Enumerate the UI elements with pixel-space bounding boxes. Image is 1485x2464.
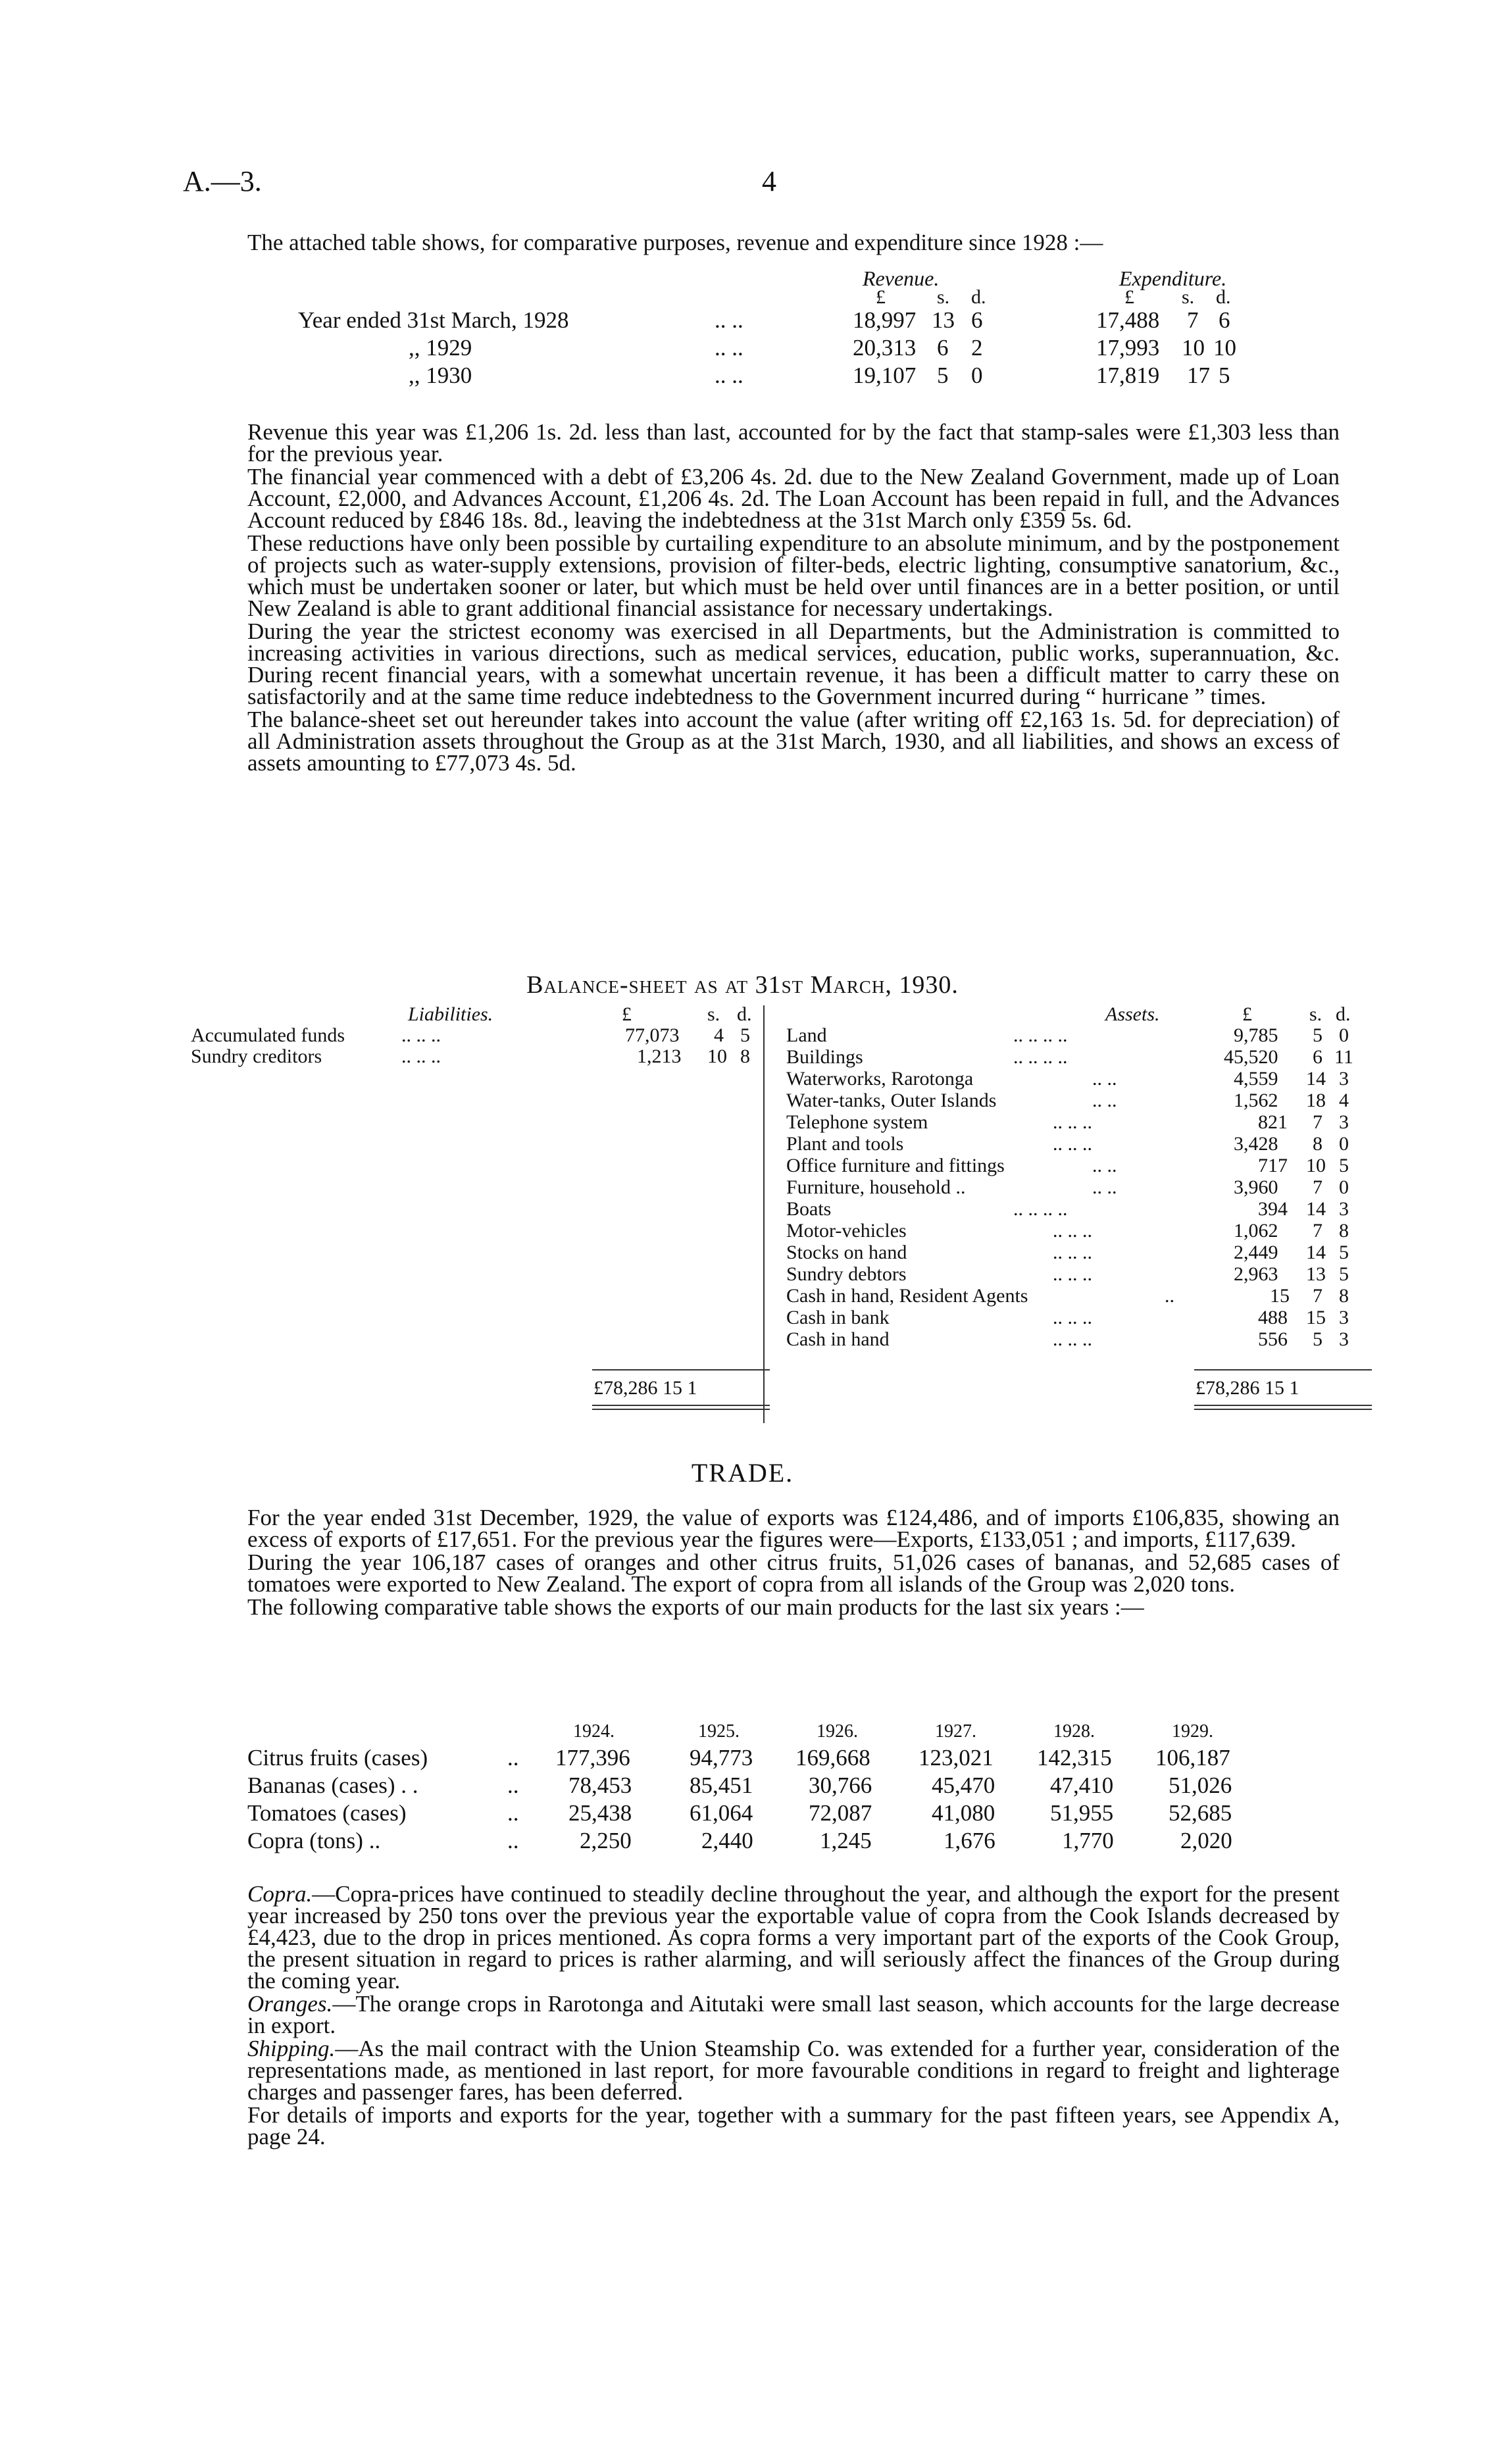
asset-pounds: 2,963 bbox=[1234, 1263, 1278, 1285]
note-text: —The orange crops in Rarotonga and Aitutaki were small last season, which accounts for the large decrease in export. bbox=[247, 1991, 1340, 2038]
intro-paragraph bbox=[247, 232, 1340, 253]
year-header: 1924. bbox=[573, 1721, 615, 1742]
leader-dots: .. .. bbox=[1092, 1068, 1117, 1090]
year-header: 1928. bbox=[1053, 1721, 1095, 1742]
leader-dots: .. .. .. .. bbox=[1013, 1046, 1068, 1068]
rev-pounds: 18,997 bbox=[853, 307, 917, 333]
year-header: 1925. bbox=[698, 1721, 740, 1742]
total-double-rule bbox=[592, 1409, 770, 1410]
asset-pounds: 2,449 bbox=[1234, 1242, 1278, 1263]
liab-unit-pence: d. bbox=[737, 1003, 752, 1025]
rev-unit-pounds: £ bbox=[876, 286, 886, 308]
body-text bbox=[247, 421, 1340, 774]
liability-name: Sundry creditors bbox=[191, 1045, 322, 1067]
total-double-rule bbox=[592, 1405, 770, 1406]
note-text: —Copra-prices have continued to steadily decline throughout the year, and although the export for the present year increased by 250 tons over the previous year the exportable value of copra from the Cook Islands decreased by £4,423, due to the drop in prices mentioned. As copra forms a very important part of the exports of the Cook Group, the present situation in regard to prices is rather alarming, and will seriously affect the finances of the Group during the coming year. bbox=[247, 1881, 1340, 1994]
leader-dots: .. bbox=[507, 1745, 519, 1771]
liab-unit-pounds: £ bbox=[622, 1003, 632, 1025]
export-name: Copra (tons) .. bbox=[247, 1828, 381, 1853]
assets-heading: Assets. bbox=[1105, 1003, 1160, 1025]
asset-pence: 3 bbox=[1339, 1328, 1349, 1350]
intro-text: The attached table shows, for comparative purposes, revenue and expenditure since 1928 :— bbox=[247, 230, 1103, 255]
exp-pounds: 17,819 bbox=[1096, 363, 1160, 388]
balance-sheet-title: Balance-sheet as at 31st March, 1930. bbox=[526, 971, 959, 999]
exp-pence: 6 bbox=[1219, 307, 1230, 333]
copra-note bbox=[247, 1883, 1340, 1992]
leader-dots: .. .. .. bbox=[1053, 1242, 1092, 1263]
asset-shillings: 5 bbox=[1313, 1328, 1322, 1350]
trade-heading: TRADE. bbox=[691, 1458, 794, 1488]
asset-name: Plant and tools bbox=[786, 1133, 904, 1155]
liability-shillings: 10 bbox=[707, 1045, 727, 1067]
asset-pence: 3 bbox=[1339, 1198, 1349, 1220]
trade-text bbox=[247, 1507, 1340, 1618]
leader-dots: .. bbox=[1165, 1285, 1174, 1307]
rev-pence: 0 bbox=[971, 363, 983, 388]
leader-dots: .. .. .. bbox=[1053, 1263, 1092, 1285]
asset-pounds: 4,559 bbox=[1234, 1068, 1278, 1090]
asset-pence: 8 bbox=[1339, 1285, 1349, 1307]
asset-shillings: 6 bbox=[1313, 1046, 1322, 1068]
asset-pounds: 821 bbox=[1258, 1111, 1288, 1133]
paragraph: The balance-sheet set out hereunder takes into account the value (after writing off £2,163 1s. 5d. for depreciation) of all Administration assets throughout the Group as at the 31st March, 1930, and all liabilities, and shows an excess of assets amounting to £77,073 4s. 5d. bbox=[247, 707, 1340, 776]
asset-pence: 5 bbox=[1339, 1242, 1349, 1263]
asset-name: Waterworks, Rarotonga bbox=[786, 1068, 974, 1090]
export-value: 45,470 bbox=[932, 1773, 995, 1798]
rev-shillings: 5 bbox=[937, 363, 949, 388]
asset-pounds: 394 bbox=[1258, 1198, 1288, 1220]
export-value: 2,250 bbox=[580, 1828, 632, 1853]
liability-name: Accumulated funds bbox=[191, 1024, 345, 1046]
export-value: 47,410 bbox=[1050, 1773, 1114, 1798]
export-name: Citrus fruits (cases) bbox=[247, 1745, 428, 1771]
asset-pence: 8 bbox=[1339, 1220, 1349, 1242]
export-value: 106,187 bbox=[1155, 1745, 1230, 1771]
leader-dots: .. .. .. bbox=[1053, 1220, 1092, 1242]
asset-shillings: 14 bbox=[1306, 1068, 1326, 1090]
export-value: 41,080 bbox=[932, 1800, 995, 1826]
rev-pence: 2 bbox=[971, 335, 983, 361]
asset-pence: 3 bbox=[1339, 1068, 1349, 1090]
paragraph: Revenue this year was £1,206 1s. 2d. less than last, accounted for by the fact that stamp-sales were £1,303 less than for the previous year. bbox=[247, 419, 1340, 466]
exp-pence: 10 bbox=[1213, 335, 1236, 361]
export-value: 85,451 bbox=[690, 1773, 753, 1798]
note-lead: Oranges. bbox=[247, 1991, 333, 2017]
exp-unit-pence: d. bbox=[1216, 286, 1231, 308]
table-row bbox=[247, 335, 1340, 361]
rev-pence: 6 bbox=[971, 307, 983, 333]
leader-dots: .. .. bbox=[1092, 1176, 1117, 1198]
asset-unit-pounds: £ bbox=[1242, 1003, 1252, 1025]
asset-pounds: 1,562 bbox=[1234, 1090, 1278, 1111]
export-value: 25,438 bbox=[568, 1800, 632, 1826]
asset-name: Furniture, household .. bbox=[786, 1176, 966, 1198]
asset-shillings: 10 bbox=[1306, 1155, 1326, 1176]
document-reference: A.—3. bbox=[183, 165, 262, 197]
asset-pence: 11 bbox=[1334, 1046, 1353, 1068]
leader-dots: .. bbox=[507, 1773, 519, 1798]
closing-paragraph: For details of imports and exports for the year, together with a summary for the past fifteen years, see Appendix A, page 24. bbox=[247, 2102, 1340, 2150]
export-value: 2,020 bbox=[1180, 1828, 1232, 1853]
exp-shillings: 7 bbox=[1187, 307, 1199, 333]
export-name: Tomatoes (cases) bbox=[247, 1800, 407, 1826]
export-value: 1,770 bbox=[1062, 1828, 1114, 1853]
asset-shillings: 7 bbox=[1313, 1176, 1322, 1198]
year-header: 1927. bbox=[935, 1721, 976, 1742]
export-value: 61,064 bbox=[690, 1800, 753, 1826]
leader-dots: .. .. bbox=[1092, 1155, 1117, 1176]
paragraph: The financial year commenced with a debt of £3,206 4s. 2d. due to the New Zealand Government, made up of Loan Account, £2,000, and Advances Account, £1,206 4s. 2d. The Loan Account has been repaid in full, and the Advances Account reduced by £846 18s. 8d., leaving the indebtedness at the 31st March only £359 5s. 6d. bbox=[247, 464, 1340, 533]
paragraph: During the year the strictest economy was exercised in all Departments, but the Administration is committed to increasing activities in various directions, such as medical services, education, public works, superannuation, &c. During recent financial years, with a somewhat uncertain revenue, it has been a difficult matter to carry these on satisfactorily and at the same time reduce indebtedness to the Government incurred during “ hurricane ” times. bbox=[247, 618, 1340, 709]
shipping-note bbox=[247, 2038, 1340, 2103]
leader-dots: .. .. .. .. bbox=[1013, 1024, 1068, 1046]
asset-shillings: 13 bbox=[1306, 1263, 1326, 1285]
asset-shillings: 7 bbox=[1313, 1111, 1322, 1133]
leader-dots: .. .. .. bbox=[1053, 1328, 1092, 1350]
asset-shillings: 14 bbox=[1306, 1198, 1326, 1220]
leader-dots: .. bbox=[507, 1800, 519, 1826]
row-label: Year ended 31st March, 1928 bbox=[298, 307, 569, 333]
asset-pence: 5 bbox=[1339, 1155, 1349, 1176]
row-label: ,, 1930 bbox=[409, 363, 472, 388]
export-value: 177,396 bbox=[555, 1745, 630, 1771]
balance-sheet-divider bbox=[763, 1005, 765, 1423]
asset-shillings: 7 bbox=[1313, 1220, 1322, 1242]
liability-shillings: 4 bbox=[714, 1024, 724, 1046]
liabilities-total: £78,286 15 1 bbox=[593, 1377, 697, 1399]
rev-unit-pence: d. bbox=[971, 286, 986, 308]
asset-pounds: 717 bbox=[1258, 1155, 1288, 1176]
asset-shillings: 15 bbox=[1306, 1307, 1326, 1328]
export-value: 1,245 bbox=[820, 1828, 872, 1853]
rev-unit-shillings: s. bbox=[937, 286, 950, 308]
asset-unit-shillings: s. bbox=[1309, 1003, 1322, 1025]
asset-name: Office furniture and fittings bbox=[786, 1155, 1005, 1176]
asset-name: Cash in hand bbox=[786, 1328, 890, 1350]
liabilities-heading: Liabilities. bbox=[408, 1003, 493, 1025]
export-value: 78,453 bbox=[568, 1773, 632, 1798]
export-value: 1,676 bbox=[944, 1828, 995, 1853]
asset-name: Buildings bbox=[786, 1046, 863, 1068]
asset-pounds: 15 bbox=[1270, 1285, 1290, 1307]
asset-shillings: 8 bbox=[1313, 1133, 1322, 1155]
trade-notes bbox=[247, 1883, 1340, 2148]
asset-pounds: 488 bbox=[1258, 1307, 1288, 1328]
paragraph: The following comparative table shows the exports of our main products for the last six years :— bbox=[247, 1594, 1144, 1620]
asset-name: Motor-vehicles bbox=[786, 1220, 907, 1242]
export-value: 52,685 bbox=[1169, 1800, 1232, 1826]
asset-pounds: 3,428 bbox=[1234, 1133, 1278, 1155]
asset-pence: 3 bbox=[1339, 1307, 1349, 1328]
table-row bbox=[247, 307, 1340, 334]
exp-unit-pounds: £ bbox=[1124, 286, 1134, 308]
liability-pence: 5 bbox=[740, 1024, 750, 1046]
export-value: 123,021 bbox=[919, 1745, 994, 1771]
total-rule bbox=[1194, 1369, 1372, 1370]
asset-name: Land bbox=[786, 1024, 827, 1046]
row-label: ,, 1929 bbox=[409, 335, 472, 361]
leader-dots: .. .. .. bbox=[401, 1024, 441, 1046]
total-double-rule bbox=[1194, 1409, 1372, 1410]
asset-name: Telephone system bbox=[786, 1111, 928, 1133]
paragraph: These reductions have only been possible by curtailing expenditure to an absolute minimum, and by the postponement of projects such as water-supply extensions, provision of filter-beds, electric lighting, consumptive sanatorium, &c., which must be undertaken sooner or later, but which must be held over until finances are in a better position, or until New Zealand is able to grant additional financial assistance for necessary undertakings. bbox=[247, 530, 1340, 621]
exp-pounds: 17,993 bbox=[1096, 335, 1160, 361]
asset-pounds: 3,960 bbox=[1234, 1176, 1278, 1198]
expenditure-heading: Expenditure. bbox=[1119, 266, 1227, 290]
year-header: 1926. bbox=[817, 1721, 858, 1742]
export-value: 51,955 bbox=[1050, 1800, 1114, 1826]
export-value: 30,766 bbox=[809, 1773, 872, 1798]
oranges-note bbox=[247, 1993, 1340, 2036]
page-number: 4 bbox=[762, 165, 776, 197]
asset-pence: 3 bbox=[1339, 1111, 1349, 1133]
export-value: 94,773 bbox=[690, 1745, 753, 1771]
exp-shillings: 17 bbox=[1187, 363, 1210, 388]
total-rule bbox=[592, 1369, 770, 1370]
note-lead: Shipping. bbox=[247, 2036, 336, 2061]
exp-unit-shillings: s. bbox=[1182, 286, 1195, 308]
export-name: Bananas (cases) . . bbox=[247, 1773, 418, 1798]
asset-shillings: 5 bbox=[1313, 1024, 1322, 1046]
table-row bbox=[247, 363, 1340, 389]
asset-pounds: 1,062 bbox=[1234, 1220, 1278, 1242]
rev-shillings: 13 bbox=[932, 307, 955, 333]
revenue-heading: Revenue. bbox=[863, 266, 940, 290]
export-value: 2,440 bbox=[701, 1828, 753, 1853]
asset-name: Stocks on hand bbox=[786, 1242, 907, 1263]
asset-unit-pence: d. bbox=[1336, 1003, 1351, 1025]
note-lead: Copra. bbox=[247, 1881, 313, 1907]
leader-dots: .. .. .. .. bbox=[1013, 1198, 1068, 1220]
liability-pence: 8 bbox=[740, 1045, 750, 1067]
leader-dots: .. .. .. bbox=[401, 1045, 441, 1067]
asset-pence: 0 bbox=[1339, 1176, 1349, 1198]
export-value: 51,026 bbox=[1169, 1773, 1232, 1798]
liability-pounds: 77,073 bbox=[625, 1024, 680, 1046]
note-text: —As the mail contract with the Union Steamship Co. was extended for a further year, consideration of the representations made, as mentioned in last report, for more favourable conditions in regard to freight and lighterage charges and passenger fares, has been deferred. bbox=[247, 2036, 1340, 2105]
asset-name: Boats bbox=[786, 1198, 832, 1220]
asset-pounds: 45,520 bbox=[1224, 1046, 1278, 1068]
asset-pence: 4 bbox=[1339, 1090, 1349, 1111]
asset-pounds: 556 bbox=[1258, 1328, 1288, 1350]
export-value: 169,668 bbox=[795, 1745, 870, 1771]
paragraph: For the year ended 31st December, 1929, the value of exports was £124,486, and of imports £106,835, showing an excess of exports of £17,651. For the previous year the figures were—Exports, £133,051 ; and imports, £117,639. bbox=[247, 1505, 1340, 1552]
paragraph: During the year 106,187 cases of oranges and other citrus fruits, 51,026 cases of bananas, and 52,685 cases of tomatoes were exported to New Zealand. The export of copra from all islands of the Group was 2,020 tons. bbox=[247, 1549, 1340, 1597]
export-value: 142,315 bbox=[1037, 1745, 1112, 1771]
leader-dots: .. .. bbox=[715, 335, 743, 361]
exp-pounds: 17,488 bbox=[1096, 307, 1160, 333]
asset-name: Cash in hand, Resident Agents bbox=[786, 1285, 1028, 1307]
rev-shillings: 6 bbox=[937, 335, 949, 361]
asset-shillings: 14 bbox=[1306, 1242, 1326, 1263]
leader-dots: .. .. bbox=[715, 363, 743, 388]
leader-dots: .. .. bbox=[1092, 1090, 1117, 1111]
asset-pounds: 9,785 bbox=[1234, 1024, 1278, 1046]
export-value: 72,087 bbox=[809, 1800, 872, 1826]
rev-pounds: 20,313 bbox=[853, 335, 917, 361]
asset-shillings: 7 bbox=[1313, 1285, 1322, 1307]
asset-shillings: 18 bbox=[1306, 1090, 1326, 1111]
liab-unit-shillings: s. bbox=[707, 1003, 720, 1025]
leader-dots: .. .. .. bbox=[1053, 1307, 1092, 1328]
asset-name: Water-tanks, Outer Islands bbox=[786, 1090, 997, 1111]
assets-total: £78,286 15 1 bbox=[1196, 1377, 1299, 1399]
rev-pounds: 19,107 bbox=[853, 363, 917, 388]
leader-dots: .. .. .. bbox=[1053, 1111, 1092, 1133]
leader-dots: .. .. bbox=[715, 307, 743, 333]
asset-pence: 5 bbox=[1339, 1263, 1349, 1285]
leader-dots: .. bbox=[507, 1828, 519, 1853]
asset-pence: 0 bbox=[1339, 1024, 1349, 1046]
exp-pence: 5 bbox=[1219, 363, 1230, 388]
total-double-rule bbox=[1194, 1405, 1372, 1406]
exp-shillings: 10 bbox=[1182, 335, 1205, 361]
asset-name: Cash in bank bbox=[786, 1307, 890, 1328]
asset-name: Sundry debtors bbox=[786, 1263, 907, 1285]
year-header: 1929. bbox=[1172, 1721, 1213, 1742]
asset-pence: 0 bbox=[1339, 1133, 1349, 1155]
liability-pounds: 1,213 bbox=[637, 1045, 682, 1067]
leader-dots: .. .. .. bbox=[1053, 1133, 1092, 1155]
